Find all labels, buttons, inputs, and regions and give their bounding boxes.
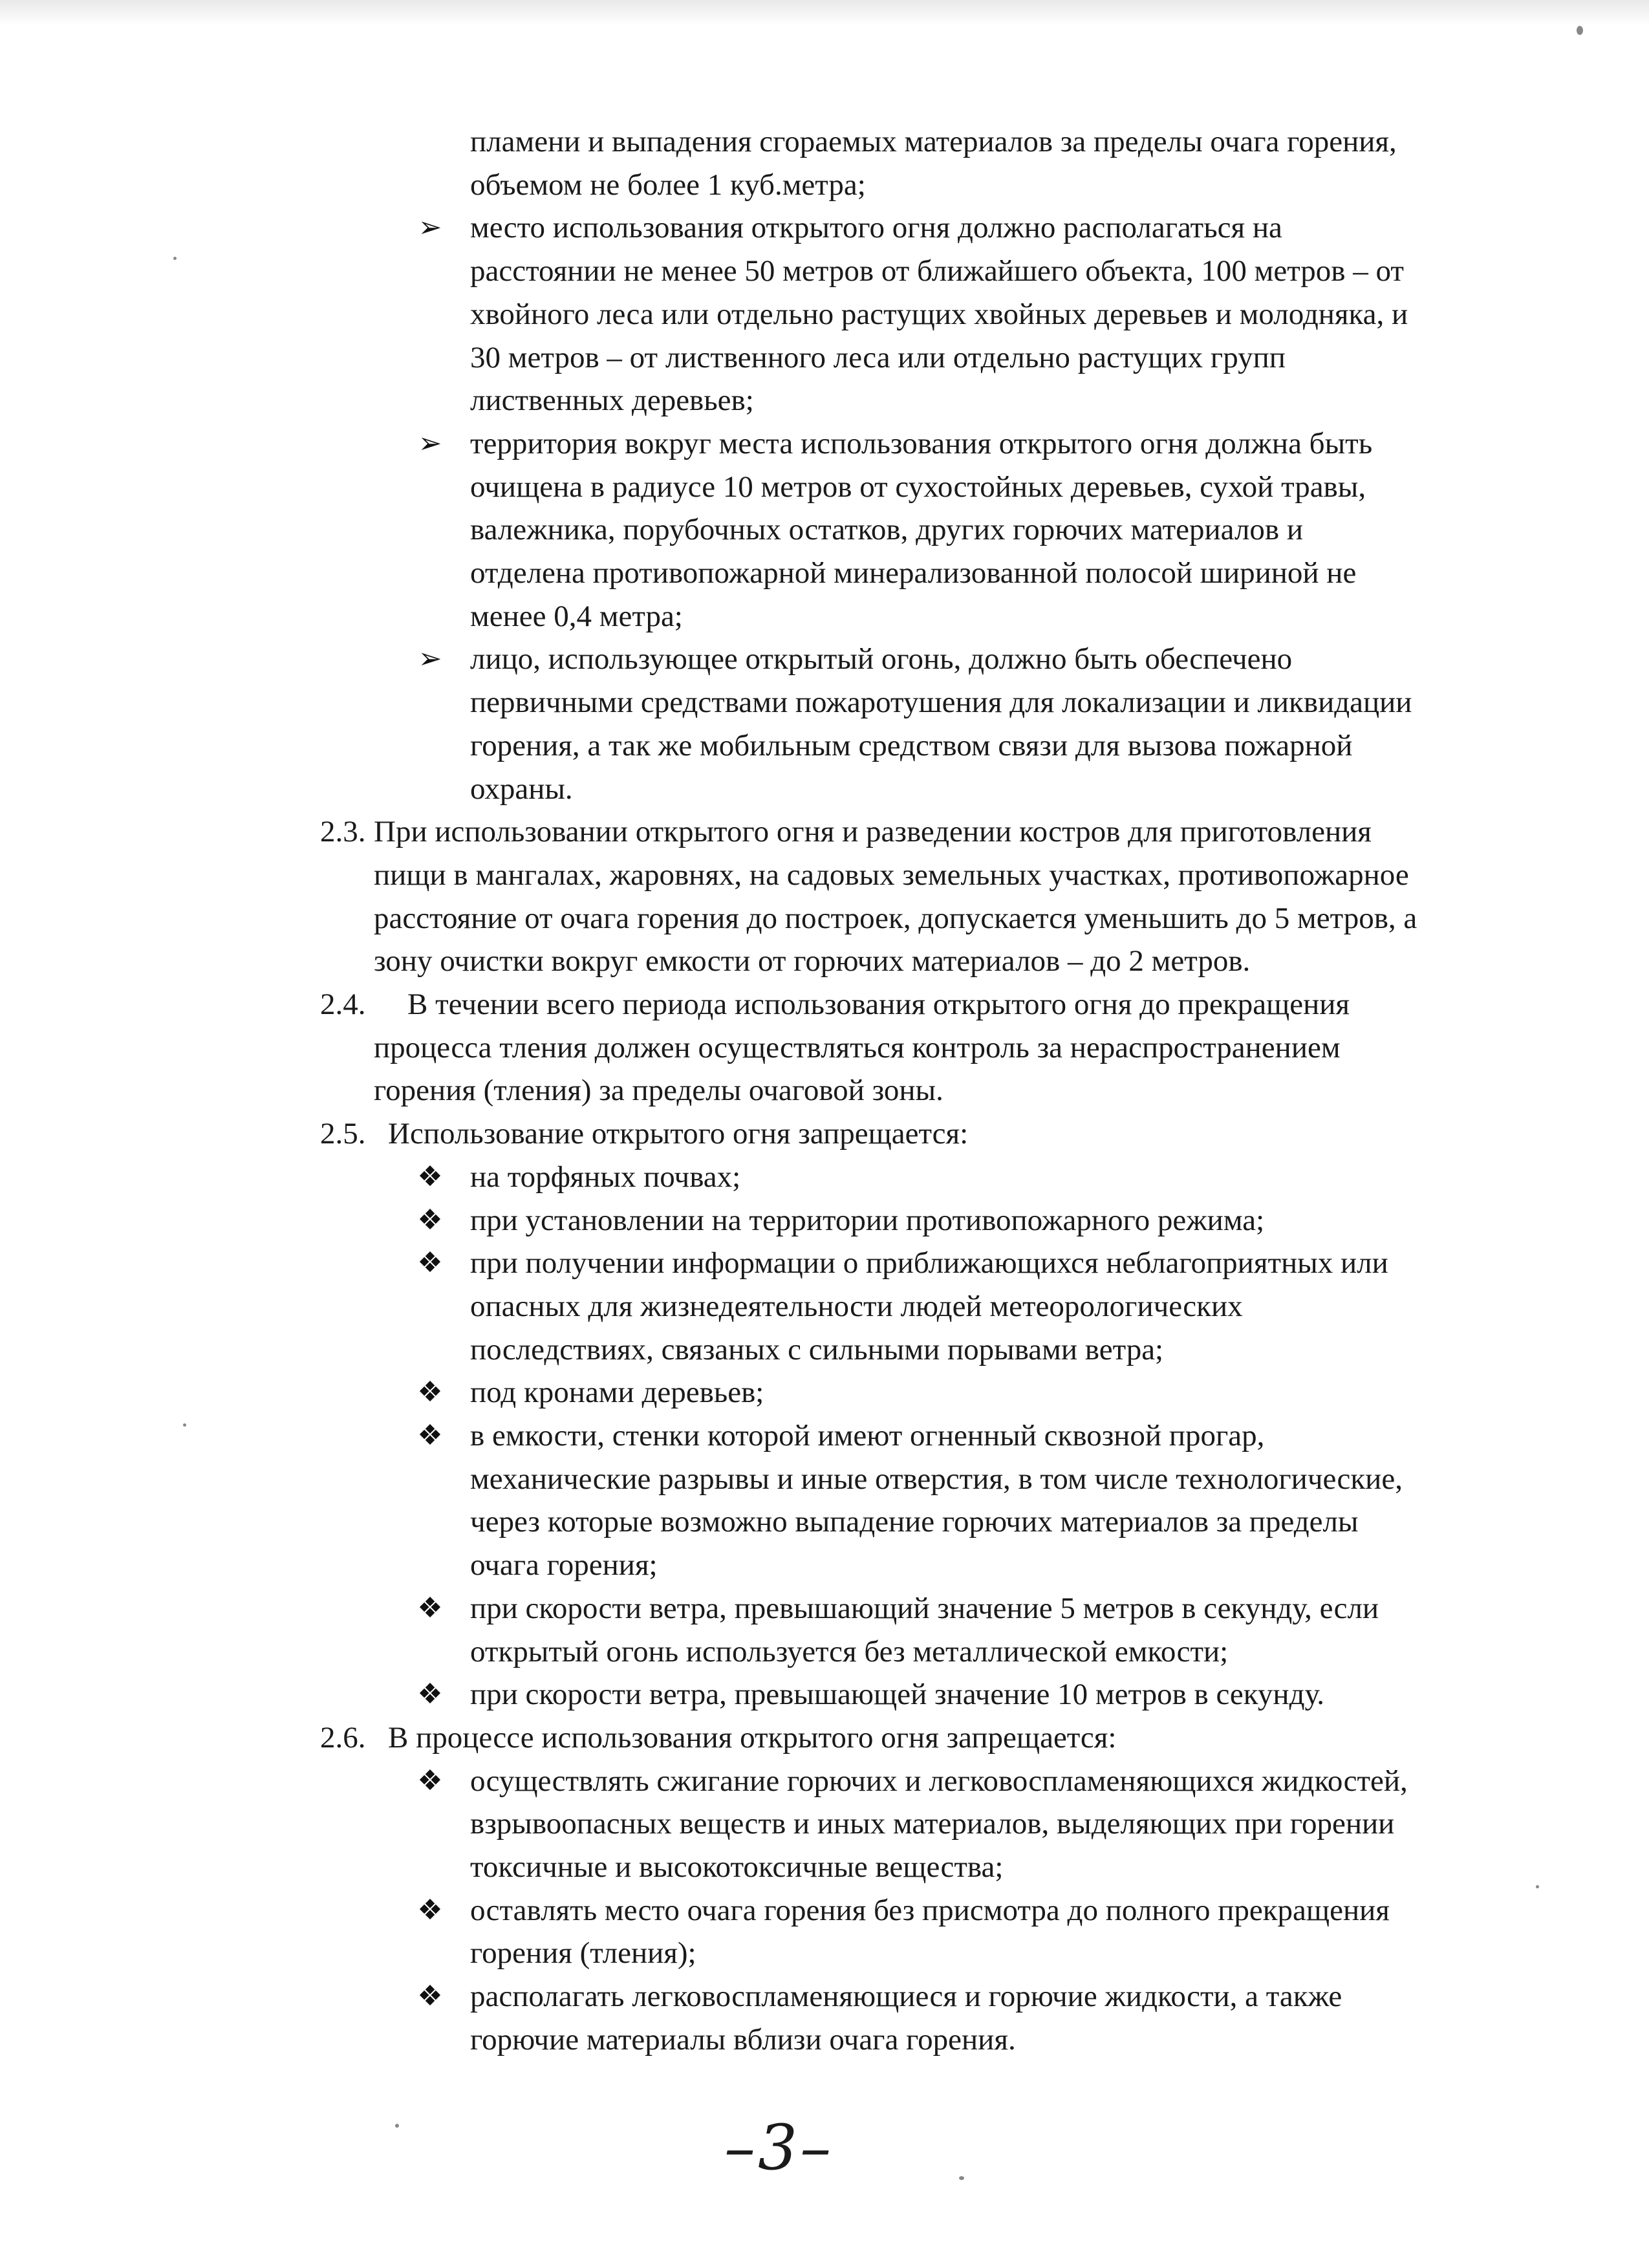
diamond-bullet-icon: ❖	[417, 1678, 443, 1711]
diamond-bullet-icon: ❖	[417, 1420, 443, 1451]
list-item-line: располагать легковоспламеняющиеся и горючие жидкости, а также	[470, 1980, 1342, 2014]
list-item-line: осуществлять сжигание горючих и легковоспламеняющихся жидкостей,	[470, 1764, 1408, 1798]
bullet-item-line: территория вокруг места использования открытого огня должна быть	[470, 426, 1373, 460]
scan-speck	[173, 257, 177, 260]
diamond-bullet-icon: ❖	[417, 1764, 443, 1797]
arrow-bullet-icon: ➢	[418, 211, 442, 244]
diamond-bullet-icon: ❖	[417, 1204, 443, 1236]
diamond-bullet-icon: ❖	[417, 1160, 443, 1193]
diamond-bullet-icon: ❖	[417, 1247, 443, 1279]
bullet-item-line: 30 метров – от лиственного леса или отдельно растущих групп	[470, 340, 1286, 374]
list-item-line: в емкости, стенки которой имеют огненный сквозной прогар,	[470, 1419, 1265, 1453]
paragraph-line: горения (тления) за пределы очаговой зоны.	[374, 1074, 943, 1108]
page-number: –3–	[724, 2111, 834, 2184]
bullet-item-line: очищена в радиусе 10 метров от сухостойных деревьев, сухой травы,	[470, 470, 1366, 504]
paragraph-line: пищи в мангалах, жаровнях, на садовых земельных участках, противопожарное	[374, 858, 1409, 892]
bullet-item-line: пламени и выпадения сгораемых материалов за пределы очага горения,	[470, 125, 1397, 158]
list-item-line: при установлении на территории противопожарного режима;	[470, 1203, 1265, 1237]
bullet-item-line: горения, а так же мобильным средством связи для вызова пожарной	[470, 728, 1353, 762]
section-number: 2.4.	[320, 988, 366, 1021]
list-item-line: при скорости ветра, превышающей значение 10 метров в секунду.	[470, 1678, 1325, 1712]
diamond-bullet-icon: ❖	[417, 1376, 443, 1409]
scan-speck	[1577, 26, 1583, 35]
section-heading: В процессе использования открытого огня запрещается:	[388, 1720, 1117, 1755]
bullet-item-line: объемом не более 1 куб.метра;	[470, 167, 866, 202]
section-heading: Использование открытого огня запрещается:	[388, 1117, 969, 1151]
scan-speck	[395, 2124, 399, 2128]
list-item-line: при получении информации о приближающихся неблагоприятных или	[470, 1246, 1388, 1280]
diamond-bullet-icon: ❖	[417, 1980, 443, 2013]
section-number: 2.3.	[320, 815, 366, 849]
list-item-line: опасных для жизнедеятельности людей метеорологических	[470, 1289, 1243, 1323]
list-item-line: механические разрывы и иные отверстия, в том числе технологические,	[470, 1462, 1403, 1496]
list-item-line: взрывоопасных веществ и иных материалов, выделяющих при горении	[470, 1807, 1395, 1841]
scan-speck	[1536, 1885, 1539, 1888]
paragraph-line: При использовании открытого огня и разведении костров для приготовления	[374, 815, 1372, 849]
bullet-item-line: валежника, порубочных остатков, других горючих материалов и	[470, 513, 1304, 547]
bullet-item-line: отделена противопожарной минерализованной полосой шириной не	[470, 556, 1357, 590]
list-item-line: токсичные и высокотоксичные вещества;	[470, 1850, 1004, 1884]
list-item-line: под кронами деревьев;	[470, 1376, 764, 1410]
bullet-item-line: хвойного леса или отдельно растущих хвойных деревьев и молодняка, и	[470, 297, 1408, 331]
bullet-item-line: первичными средствами пожаротушения для локализации и ликвидации	[470, 686, 1412, 720]
scan-speck	[183, 1423, 186, 1427]
list-item-line: последствиях, связаных с сильными порывами ветра;	[470, 1332, 1164, 1366]
arrow-bullet-icon: ➢	[418, 643, 442, 675]
list-item-line: оставлять место очага горения без присмотра до полного прекращения	[470, 1893, 1390, 1927]
diamond-bullet-icon: ❖	[417, 1592, 443, 1624]
list-item-line: при скорости ветра, превышающий значение 5 метров в секунду, если	[470, 1591, 1379, 1625]
list-item-line: горючие материалы вблизи очага горения.	[470, 2022, 1016, 2057]
bullet-item-line: охраны.	[470, 772, 573, 806]
bullet-item-line: менее 0,4 метра;	[470, 599, 683, 633]
list-item-line: через которые возможно выпадение горючих материалов за пределы	[470, 1505, 1359, 1539]
bullet-item-line: лиственных деревьев;	[470, 383, 754, 418]
list-item-line: открытый огонь используется без металлической емкости;	[470, 1634, 1229, 1669]
arrow-bullet-icon: ➢	[418, 427, 442, 459]
section-number: 2.5.	[320, 1117, 366, 1151]
list-item-line: очага горения;	[470, 1548, 658, 1582]
section-number: 2.6.	[320, 1720, 366, 1755]
list-item-line: на торфяных почвах;	[470, 1160, 741, 1194]
bullet-item-line: место использования открытого огня должно располагаться на	[470, 211, 1282, 245]
scan-speck	[959, 2176, 964, 2180]
bullet-item-line: лицо, использующее открытый огонь, должно быть обеспечено	[470, 642, 1293, 676]
paragraph-line: расстояние от очага горения до построек, допускается уменьшить до 5 метров, а	[374, 901, 1417, 935]
bullet-item-line: расстоянии не менее 50 метров от ближайшего объекта, 100 метров – от	[470, 254, 1404, 288]
paragraph-line: В течении всего периода использования открытого огня до прекращения	[407, 988, 1350, 1021]
list-item-line: горения (тления);	[470, 1936, 696, 1971]
paragraph-line: процесса тления должен осуществляться контроль за нераспространением	[374, 1030, 1341, 1064]
diamond-bullet-icon: ❖	[417, 1894, 443, 1926]
paragraph-line: зону очистки вокруг емкости от горючих материалов – до 2 метров.	[374, 944, 1251, 978]
